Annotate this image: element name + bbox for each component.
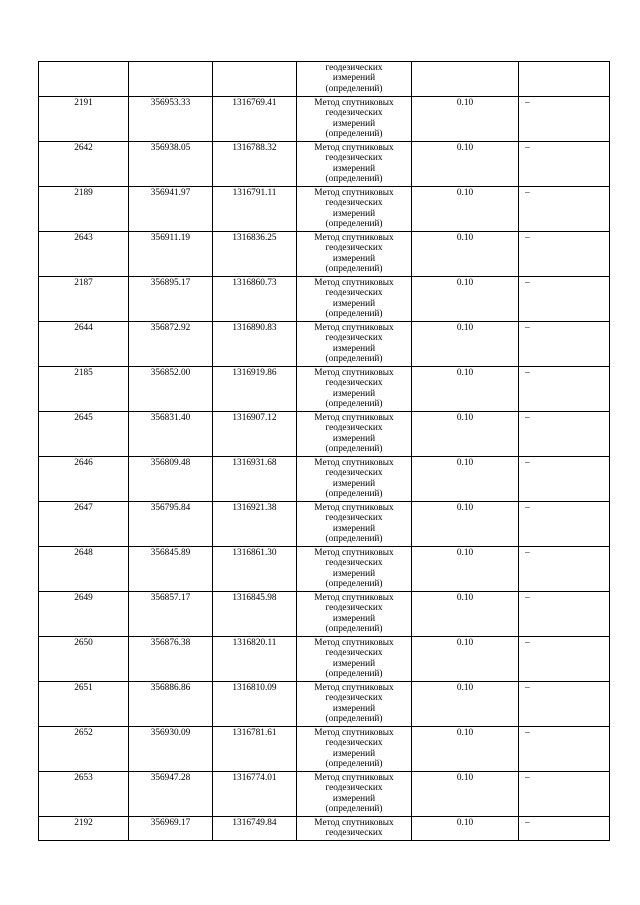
method-line: геодезических bbox=[325, 198, 383, 209]
x-coordinate-cell: 356953.33 bbox=[129, 97, 213, 142]
x-coordinate-cell: 356930.09 bbox=[129, 727, 213, 772]
accuracy-cell: 0.10 bbox=[412, 277, 519, 322]
table-row bbox=[39, 142, 610, 187]
method-line: Метод спутниковых bbox=[314, 323, 394, 333]
point-cell: 2644 bbox=[39, 322, 129, 367]
point-cell: 2645 bbox=[39, 412, 129, 457]
method-line: геодезических bbox=[325, 243, 383, 254]
x-coordinate-cell: 356872.92 bbox=[129, 322, 213, 367]
method-line: геодезических bbox=[325, 603, 383, 614]
method-cell bbox=[297, 142, 412, 187]
y-coordinate-cell: 1316774.01 bbox=[213, 772, 297, 817]
x-coordinate-cell: 356809.48 bbox=[129, 457, 213, 502]
method-line: измерений bbox=[332, 433, 376, 444]
method-line: Метод спутниковых bbox=[314, 278, 394, 288]
note-cell: – bbox=[519, 187, 610, 232]
method-line: измерений bbox=[332, 568, 376, 579]
method-cell bbox=[297, 727, 412, 772]
method-cell bbox=[297, 277, 412, 322]
method-line: измерений bbox=[332, 343, 376, 354]
x-coordinate-cell: 356911.19 bbox=[129, 232, 213, 277]
x-coordinate-cell: 356852.00 bbox=[129, 367, 213, 412]
method-line: Метод спутниковых bbox=[314, 818, 394, 828]
table-row bbox=[39, 232, 610, 277]
accuracy-cell: 0.10 bbox=[412, 592, 519, 637]
y-coordinate-cell: 1316769.41 bbox=[213, 97, 297, 142]
y-coordinate-cell: 1316781.61 bbox=[213, 727, 297, 772]
table-row-continued bbox=[39, 62, 610, 97]
accuracy-cell: 0.10 bbox=[412, 817, 519, 841]
note-cell: – bbox=[519, 412, 610, 457]
table-row bbox=[39, 547, 610, 592]
y-coordinate-cell: 1316907.12 bbox=[213, 412, 297, 457]
method-cell bbox=[297, 97, 412, 142]
method-line: (определений) bbox=[325, 264, 383, 275]
method-line: геодезических bbox=[325, 648, 383, 659]
method-cell bbox=[297, 502, 412, 547]
note-cell: – bbox=[519, 727, 610, 772]
method-cell bbox=[297, 367, 412, 412]
method-line: геодезических bbox=[325, 153, 383, 164]
method-line: (определений) bbox=[325, 354, 383, 365]
method-line: измерений bbox=[332, 253, 376, 264]
table-row bbox=[39, 412, 610, 457]
method-line: (определений) bbox=[325, 399, 383, 410]
table-row bbox=[39, 187, 610, 232]
x-coordinate-cell: 356886.86 bbox=[129, 682, 213, 727]
x-coordinate-cell bbox=[129, 62, 213, 97]
table-row bbox=[39, 727, 610, 772]
method-cell bbox=[297, 682, 412, 727]
method-line: (определений) bbox=[325, 624, 383, 635]
method-cell bbox=[297, 637, 412, 682]
method-cell bbox=[297, 547, 412, 592]
table-row bbox=[39, 682, 610, 727]
method-line: (определений) bbox=[325, 129, 383, 140]
method-cell bbox=[297, 592, 412, 637]
method-line: измерений bbox=[332, 613, 376, 624]
method-line: измерений bbox=[332, 163, 376, 174]
coordinates-table bbox=[38, 61, 610, 841]
accuracy-cell: 0.10 bbox=[412, 502, 519, 547]
note-cell: – bbox=[519, 97, 610, 142]
method-line: (определений) bbox=[325, 444, 383, 455]
method-line: геодезических bbox=[325, 288, 383, 299]
table-row bbox=[39, 592, 610, 637]
y-coordinate-cell: 1316788.32 bbox=[213, 142, 297, 187]
point-cell: 2185 bbox=[39, 367, 129, 412]
method-line: Метод спутниковых bbox=[314, 548, 394, 558]
accuracy-cell: 0.10 bbox=[412, 142, 519, 187]
x-coordinate-cell: 356938.05 bbox=[129, 142, 213, 187]
method-line: измерений bbox=[332, 748, 376, 759]
x-coordinate-cell: 356876.38 bbox=[129, 637, 213, 682]
method-line: Метод спутниковых bbox=[314, 728, 394, 738]
method-line: измерений bbox=[332, 523, 376, 534]
note-cell: – bbox=[519, 502, 610, 547]
method-line: (определений) bbox=[325, 759, 383, 770]
method-line: Метод спутниковых bbox=[314, 368, 394, 378]
y-coordinate-cell: 1316921.38 bbox=[213, 502, 297, 547]
y-coordinate-cell: 1316931.68 bbox=[213, 457, 297, 502]
method-line: геодезических bbox=[325, 63, 383, 73]
y-coordinate-cell: 1316890.83 bbox=[213, 322, 297, 367]
method-line: геодезических bbox=[325, 738, 383, 749]
point-cell: 2643 bbox=[39, 232, 129, 277]
accuracy-cell: 0.10 bbox=[412, 322, 519, 367]
method-line: (определений) bbox=[325, 804, 383, 815]
method-line: Метод спутниковых bbox=[314, 773, 394, 783]
method-line: (определений) bbox=[325, 714, 383, 725]
x-coordinate-cell: 356969.17 bbox=[129, 817, 213, 841]
method-line: геодезических bbox=[325, 423, 383, 434]
accuracy-cell: 0.10 bbox=[412, 367, 519, 412]
y-coordinate-cell: 1316836.25 bbox=[213, 232, 297, 277]
x-coordinate-cell: 356895.17 bbox=[129, 277, 213, 322]
accuracy-cell: 0.10 bbox=[412, 682, 519, 727]
method-cell bbox=[297, 322, 412, 367]
accuracy-cell: 0.10 bbox=[412, 457, 519, 502]
x-coordinate-cell: 356845.89 bbox=[129, 547, 213, 592]
method-line: геодезических bbox=[325, 108, 383, 119]
accuracy-cell: 0.10 bbox=[412, 412, 519, 457]
note-cell bbox=[519, 62, 610, 97]
point-cell bbox=[39, 62, 129, 97]
method-line: Метод спутниковых bbox=[314, 233, 394, 243]
method-line: измерений bbox=[332, 73, 376, 84]
table-row bbox=[39, 502, 610, 547]
table-row bbox=[39, 277, 610, 322]
method-line: геодезических bbox=[325, 513, 383, 524]
table-row bbox=[39, 367, 610, 412]
method-line: геодезических bbox=[325, 693, 383, 704]
method-line: (определений) bbox=[325, 174, 383, 185]
method-line: (определений) bbox=[325, 489, 383, 500]
point-cell: 2649 bbox=[39, 592, 129, 637]
y-coordinate-cell: 1316860.73 bbox=[213, 277, 297, 322]
point-cell: 2191 bbox=[39, 97, 129, 142]
method-line: измерений bbox=[332, 478, 376, 489]
method-line: (определений) bbox=[325, 219, 383, 230]
accuracy-cell: 0.10 bbox=[412, 727, 519, 772]
y-coordinate-cell: 1316749.84 bbox=[213, 817, 297, 841]
x-coordinate-cell: 356941.97 bbox=[129, 187, 213, 232]
note-cell: – bbox=[519, 547, 610, 592]
point-cell: 2642 bbox=[39, 142, 129, 187]
method-line: измерений bbox=[332, 118, 376, 129]
accuracy-cell: 0.10 bbox=[412, 187, 519, 232]
accuracy-cell: 0.10 bbox=[412, 547, 519, 592]
note-cell: – bbox=[519, 457, 610, 502]
point-cell: 2187 bbox=[39, 277, 129, 322]
table-row-last bbox=[39, 817, 610, 841]
x-coordinate-cell: 356795.84 bbox=[129, 502, 213, 547]
method-line: измерений bbox=[332, 703, 376, 714]
method-line: Метод спутниковых bbox=[314, 413, 394, 423]
point-cell: 2646 bbox=[39, 457, 129, 502]
x-coordinate-cell: 356831.40 bbox=[129, 412, 213, 457]
note-cell: – bbox=[519, 277, 610, 322]
method-line: (определений) bbox=[325, 579, 383, 590]
point-cell: 2648 bbox=[39, 547, 129, 592]
method-line: измерений bbox=[332, 388, 376, 399]
y-coordinate-cell: 1316791.11 bbox=[213, 187, 297, 232]
note-cell: – bbox=[519, 322, 610, 367]
point-cell: 2647 bbox=[39, 502, 129, 547]
accuracy-cell: 0.10 bbox=[412, 637, 519, 682]
method-cell bbox=[297, 232, 412, 277]
method-line: измерений bbox=[332, 658, 376, 669]
accuracy-cell: 0.10 bbox=[412, 232, 519, 277]
point-cell: 2650 bbox=[39, 637, 129, 682]
method-line: Метод спутниковых bbox=[314, 188, 394, 198]
x-coordinate-cell: 356947.28 bbox=[129, 772, 213, 817]
accuracy-cell: 0.10 bbox=[412, 97, 519, 142]
accuracy-cell bbox=[412, 62, 519, 97]
method-line: геодезических bbox=[325, 468, 383, 479]
accuracy-cell: 0.10 bbox=[412, 772, 519, 817]
method-line: Метод спутниковых bbox=[314, 503, 394, 513]
method-line: измерений bbox=[332, 793, 376, 804]
method-line: Метод спутниковых bbox=[314, 98, 394, 108]
y-coordinate-cell bbox=[213, 62, 297, 97]
y-coordinate-cell: 1316861.30 bbox=[213, 547, 297, 592]
method-line: измерений bbox=[332, 208, 376, 219]
method-line: геодезических bbox=[325, 828, 383, 839]
point-cell: 2653 bbox=[39, 772, 129, 817]
method-line: (определений) bbox=[325, 83, 383, 94]
note-cell: – bbox=[519, 637, 610, 682]
note-cell: – bbox=[519, 772, 610, 817]
method-line: Метод спутниковых bbox=[314, 458, 394, 468]
point-cell: 2652 bbox=[39, 727, 129, 772]
x-coordinate-cell: 356857.17 bbox=[129, 592, 213, 637]
method-cell bbox=[297, 772, 412, 817]
note-cell: – bbox=[519, 367, 610, 412]
method-line: Метод спутниковых bbox=[314, 143, 394, 153]
method-line: (определений) bbox=[325, 669, 383, 680]
method-line: геодезических bbox=[325, 558, 383, 569]
note-cell: – bbox=[519, 142, 610, 187]
table-row bbox=[39, 322, 610, 367]
method-line: Метод спутниковых bbox=[314, 638, 394, 648]
method-line: Метод спутниковых bbox=[314, 593, 394, 603]
y-coordinate-cell: 1316919.86 bbox=[213, 367, 297, 412]
method-line: (определений) bbox=[325, 534, 383, 545]
note-cell: – bbox=[519, 592, 610, 637]
point-cell: 2651 bbox=[39, 682, 129, 727]
y-coordinate-cell: 1316820.11 bbox=[213, 637, 297, 682]
y-coordinate-cell: 1316810.09 bbox=[213, 682, 297, 727]
method-cell bbox=[297, 62, 412, 97]
coordinates-table-body bbox=[39, 62, 610, 841]
note-cell: – bbox=[519, 682, 610, 727]
method-cell bbox=[297, 187, 412, 232]
method-cell bbox=[297, 412, 412, 457]
table-row bbox=[39, 97, 610, 142]
method-line: (определений) bbox=[325, 309, 383, 320]
note-cell: – bbox=[519, 817, 610, 841]
method-line: Метод спутниковых bbox=[314, 683, 394, 693]
point-cell: 2192 bbox=[39, 817, 129, 841]
table-row bbox=[39, 772, 610, 817]
y-coordinate-cell: 1316845.98 bbox=[213, 592, 297, 637]
method-line: геодезических bbox=[325, 783, 383, 794]
table-row bbox=[39, 457, 610, 502]
table-row bbox=[39, 637, 610, 682]
point-cell: 2189 bbox=[39, 187, 129, 232]
method-line: геодезических bbox=[325, 333, 383, 344]
method-cell bbox=[297, 457, 412, 502]
method-line: геодезических bbox=[325, 378, 383, 389]
method-line: измерений bbox=[332, 298, 376, 309]
note-cell: – bbox=[519, 232, 610, 277]
method-cell bbox=[297, 817, 412, 841]
